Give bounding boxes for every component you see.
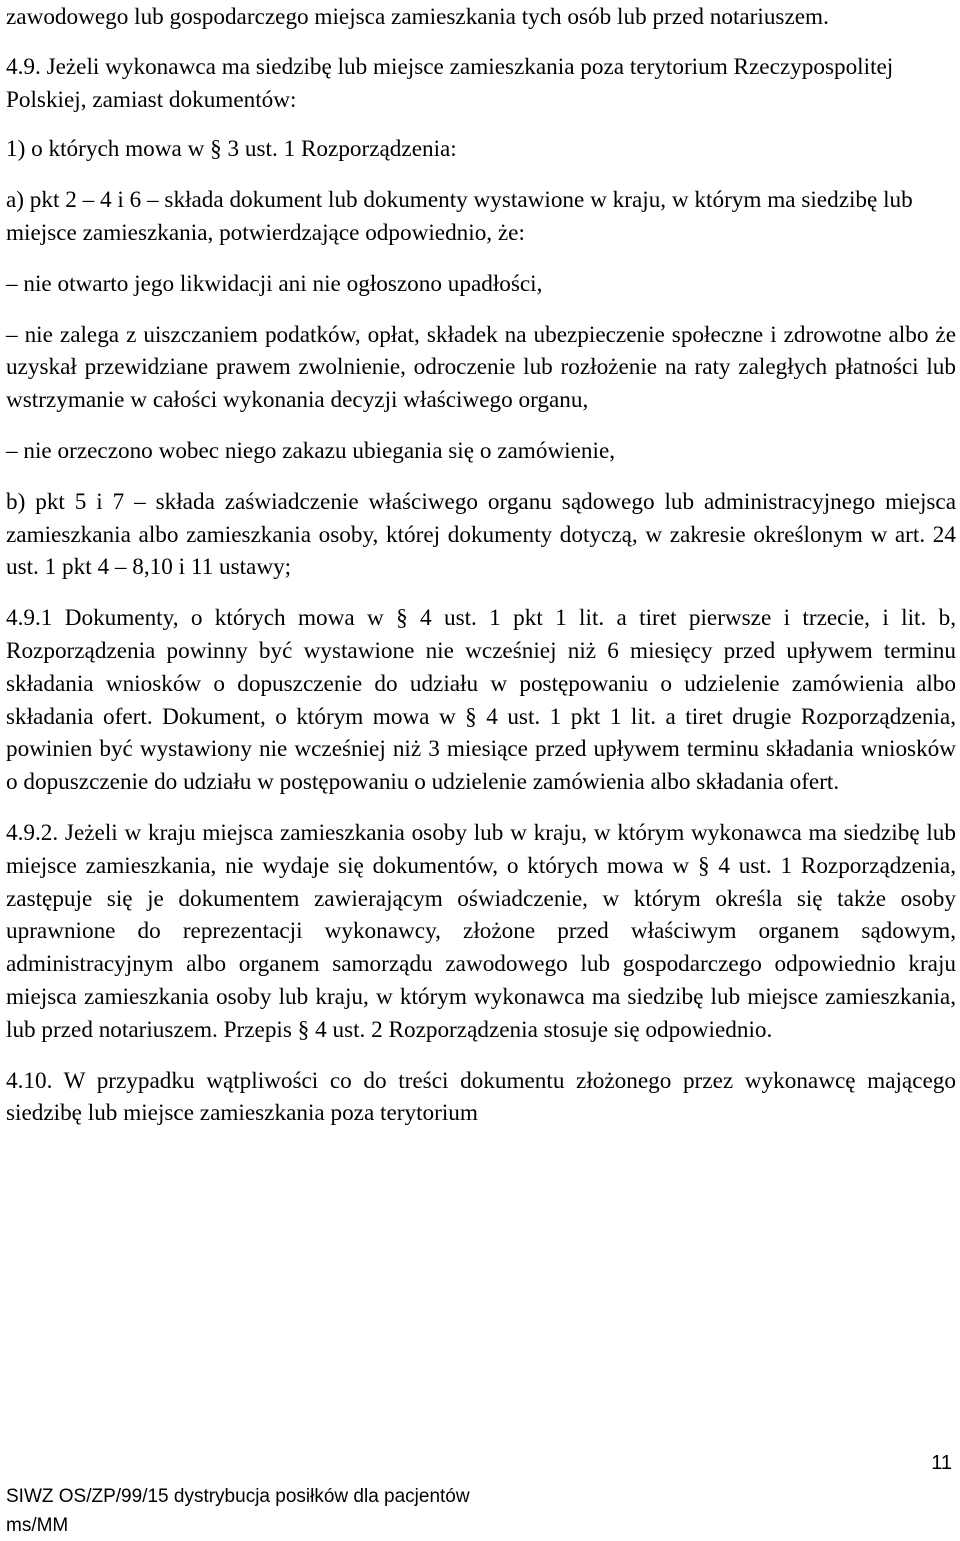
paragraph-item-a: a) pkt 2 – 4 i 6 – składa dokument lub dokumenty wystawione w kraju, w którym ma siedzibę lub miejsce zamieszkania, potwierdzające odpowiednio, że: — [6, 187, 913, 246]
footer-document-id: SIWZ OS/ZP/99/15 dystrybucja posiłków dla pacjentów — [6, 1486, 470, 1507]
dash-item-ban: – nie orzeczono wobec niego zakazu ubiegania się o zamówienie, — [6, 437, 616, 464]
paragraph-4-9-1: 4.9.1 Dokumenty, o których mowa w § 4 ust. 1 pkt 1 lit. a tiret pierwsze i trzecie, i lit. b, Rozporządzenia powinny być wystawione nie wcześniej niż 6 miesięcy przed upływem terminu składania wniosków o dopuszczenie do udziału w postępowaniu o udzielenie zamówienia albo składania ofert. Dokument, o którym mowa w § 4 ust. 1 pkt 1 lit. a tiret drugie Rozporządzenia, powinien być wystawiony nie wcześniej niż 3 miesiące przed upływem terminu składania wniosków o dopuszczenie do udziału w postępowaniu o udzielenie zamówienia albo składania ofert. — [6, 605, 956, 796]
paragraph-4-9: 4.9. Jeżeli wykonawca ma siedzibę lub miejsce zamieszkania poza terytorium Rzeczypospolitej Polskiej, zamiast dokumentów: — [6, 53, 894, 113]
paragraph-4-9-2: 4.9.2. Jeżeli w kraju miejsca zamieszkania osoby lub w kraju, w którym wykonawca ma siedzibę lub miejsce zamieszkania, nie wydaje się dokumentów, o których mowa w § 4 ust. 1 Rozporządzenia, zastępuje się je dokumentem zawierającym oświadczenie, w którym określa się także osoby uprawnione do reprezentacji wykonawcy, złożone przed właściwym organem sądowym, administracyjnym albo organem samorządu zawodowego lub gospodarczego odpowiednio kraju miejsca zamieszkania osoby lub kraju, w którym wykonawca ma siedzibę lub miejsce zamieszkania, lub przed notariuszem. Przepis § 4 ust. 2 Rozporządzenia stosuje się odpowiednio. — [6, 819, 956, 1043]
dash-item-taxes: – nie zalega z uiszczaniem podatków, opłat, składek na ubezpieczenie społeczne i zdrowotne albo że uzyskał przewidziane prawem zwolnienie, odroczenie lub rozłożenie na raty zaległych płatności lub wstrzymanie w całości wykonania decyzji właściwego organu, — [6, 321, 956, 414]
paragraph-item-b: b) pkt 5 i 7 – składa zaświadczenie właściwego organu sądowego lub administracyjnego miejsca zamieszkania albo zamieszkania osoby, której dokumenty dotyczą, w zakresie określonym w art. 24 ust. 1 pkt 4 – 8,10 i 11 ustawy; — [6, 488, 956, 581]
paragraph-continuation: zawodowego lub gospodarczego miejsca zamieszkania tych osób lub przed notariuszem. — [6, 4, 829, 30]
paragraph-4-10: 4.10. W przypadku wątpliwości co do treści dokumentu złożonego przez wykonawcę mającego siedzibę lub miejsce zamieszkania poza terytorium — [6, 1067, 956, 1127]
page-number: 11 — [931, 1452, 952, 1474]
dash-item-liquidation: – nie otwarto jego likwidacji ani nie ogłoszono upadłości, — [6, 270, 543, 297]
footer-initials: ms/MM — [6, 1515, 69, 1536]
page-footer — [6, 1482, 470, 1540]
document-body — [6, 0, 956, 1130]
paragraph-item-1: 1) o których mowa w § 3 ust. 1 Rozporządzenia: — [6, 136, 457, 163]
